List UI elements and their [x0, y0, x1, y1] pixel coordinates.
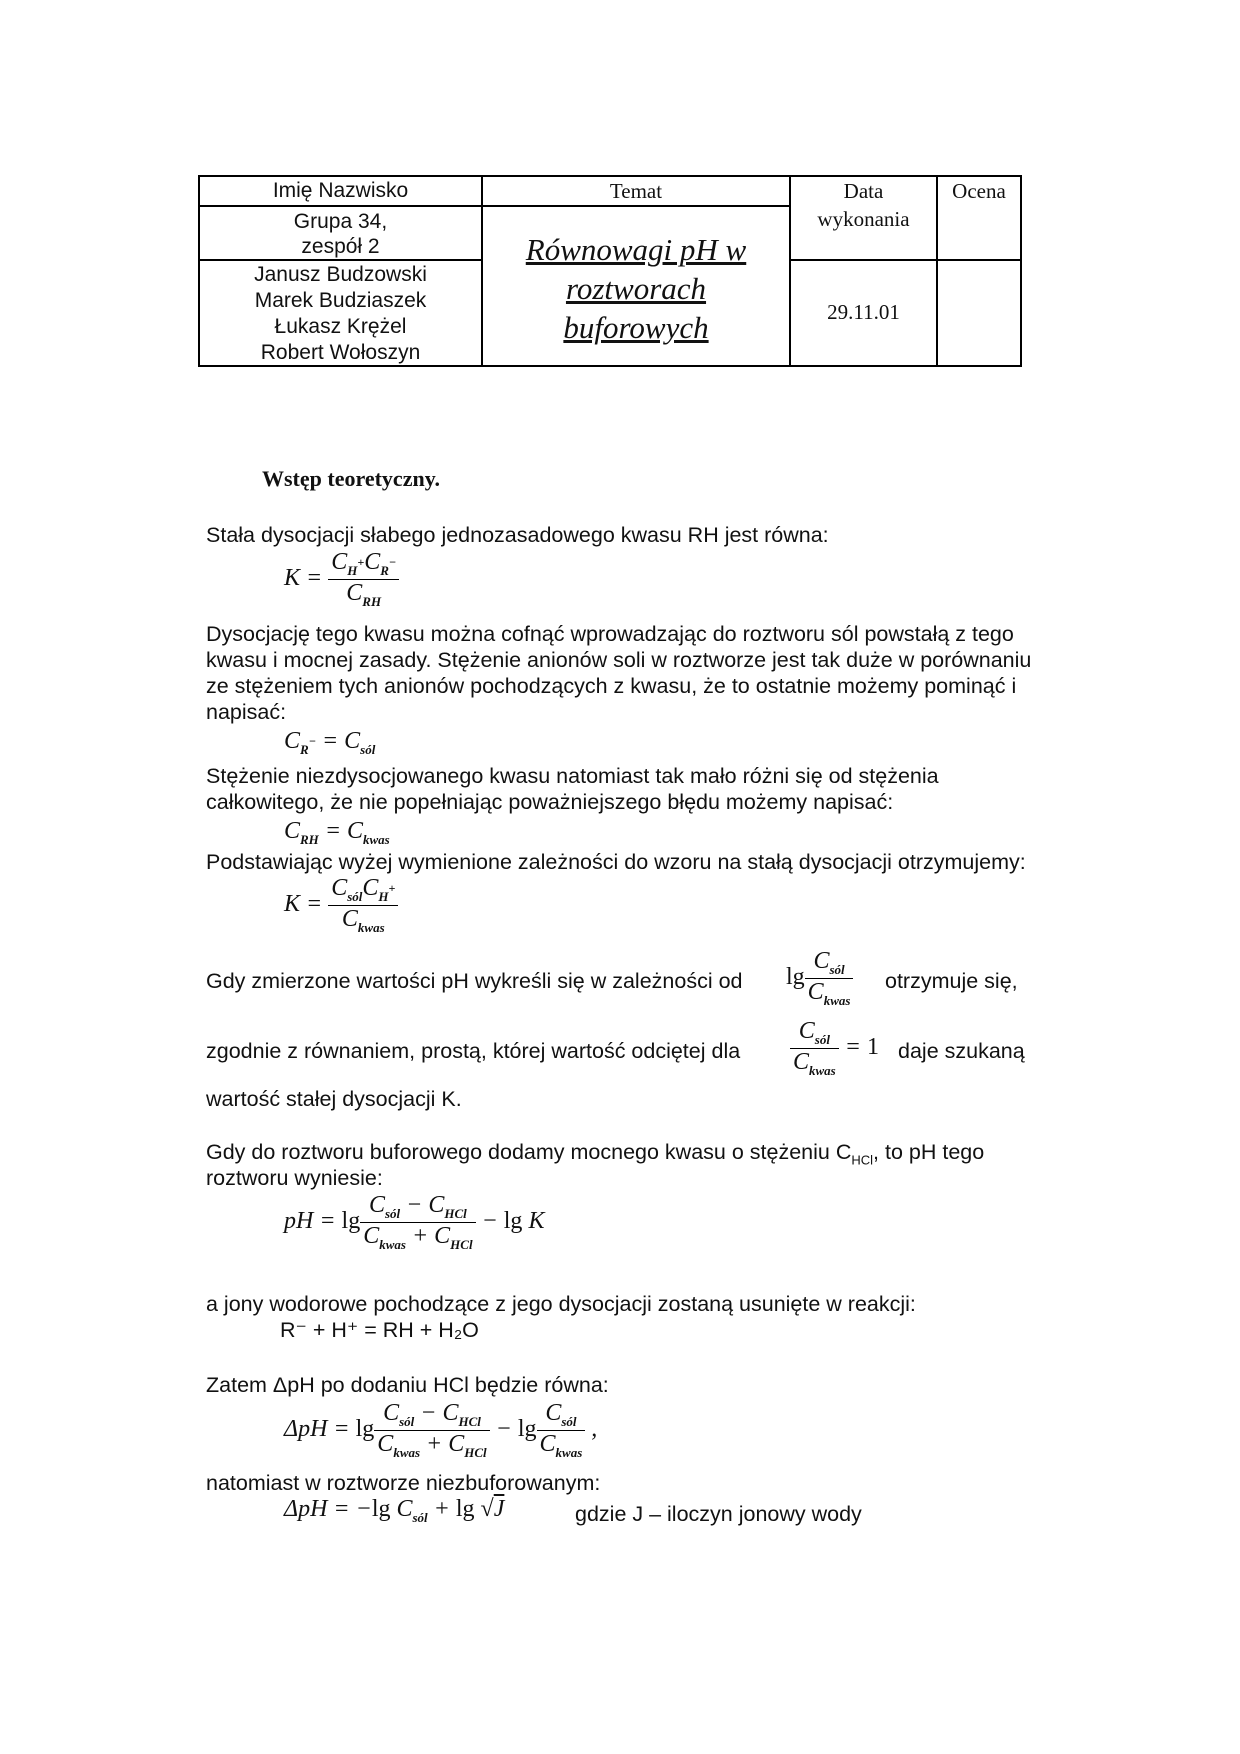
paragraph-line: Stężenie niezdysocjowanego kwasu natomiast tak mało różni się od stężenia [206, 764, 939, 788]
header-name: Imię Nazwisko [272, 179, 409, 202]
topic-line: Równowagi pH w [525, 232, 747, 267]
equation-acid-concentration: $C_{RH} = C_{kwas}$ [284, 818, 390, 847]
paragraph-line: napisać: [206, 700, 287, 724]
paragraph-line: kwasu i mocnej zasady. Stężenie anionów soli w roztworze jest tak duże w porównaniu [206, 648, 1032, 672]
paragraph: Gdy zmierzone wartości pH wykreśli się w zależności od [206, 969, 743, 993]
paragraph: Stała dysocjacji słabego jednozasadowego kwasu RH jest równa: [206, 523, 829, 547]
text: , to pH tego [873, 1140, 985, 1164]
equation-dissociation-constant-2: K = $\frac{C_{sól}C_{H^+}}{C_{kwas}}$ [284, 875, 398, 936]
topic-line: roztworach [565, 271, 707, 306]
group-line2: zespół 2 [301, 235, 380, 258]
header-grade: Ocena [952, 179, 1006, 203]
table-divider [789, 259, 1022, 261]
paragraph: gdzie J – iloczyn jonowy wody [575, 1502, 862, 1526]
equation-log-ratio: lg $\frac{C_{sól}}{C_{kwas}}$ [786, 948, 853, 1009]
paragraph: zgodnie z równaniem, prostą, której wartość odciętej dla [206, 1039, 741, 1063]
paragraph: Zatem ΔpH po dodaniu HCl będzie równa: [206, 1373, 609, 1397]
header-table [198, 175, 1022, 367]
equation-ratio-one: $\frac{C_{sól}}{C_{kwas}}$ = 1 [790, 1018, 879, 1079]
paragraph: natomiast w roztworze niezbuforowanym: [206, 1471, 601, 1495]
paragraph: wartość stałej dysocjacji K. [206, 1087, 462, 1111]
section-title: Wstęp teoretyczny. [262, 466, 440, 491]
paragraph: a jony wodorowe pochodzące z jego dysocjacji zostaną usunięte w reakcji: [206, 1292, 916, 1316]
table-border-right [1020, 175, 1022, 367]
equation-dissociation-constant: K = $\frac{C_{H^+}C_{R^-}}{C_{RH}}$ [284, 549, 399, 610]
date-value: 29.11.01 [827, 300, 900, 324]
member: Janusz Budzowski [254, 263, 427, 286]
paragraph-line: roztworu wyniesie: [206, 1166, 383, 1190]
equation-delta-ph-buffer: ΔpH = lg $\frac{C_{sól} - C_{HCl}}{C_{kwas} + C_{HCl}}$ − lg $\frac{C_{sól}}{C_{kwas}}$ , [284, 1400, 598, 1460]
reaction: R⁻ + H⁺ = RH + H₂O [280, 1318, 479, 1342]
table-divider [198, 205, 790, 207]
group-line1: Grupa 34, [293, 210, 388, 233]
paragraph-line: Dysocjację tego kwasu można cofnąć wprowadzając do roztworu sól powstałą z tego [206, 622, 1014, 646]
header-date-line2: wykonania [817, 207, 910, 231]
paragraph: Podstawiając wyżej wymienione zależności do wzoru na stałą dysocjacji otrzymujemy: [206, 850, 1026, 874]
topic-line: buforowych [563, 310, 709, 345]
subscript: HCl [851, 1152, 874, 1168]
header-date: Data [843, 179, 884, 203]
member: Marek Budziaszek [254, 289, 427, 312]
member: Robert Wołoszyn [260, 341, 421, 364]
equation-delta-ph-unbuffered: ΔpH = −lg $C_{sól} + \lg √J$ [284, 1496, 505, 1525]
paragraph: otrzymuje się, [885, 969, 1018, 993]
paragraph: daje szukaną [898, 1039, 1025, 1063]
equation-ph-after-acid: pH = lg $\frac{C_{sól} - C_{HCl}}{C_{kwas} + C_{HCl}}$ − lg K [284, 1192, 545, 1252]
paragraph-line: całkowitego, że nie popełniając poważniejszego błędu możemy napisać: [206, 790, 894, 814]
text: Gdy do roztworu buforowego dodamy mocnego kwasu o stężeniu C [206, 1140, 852, 1164]
paragraph-line: ze stężeniem tych anionów pochodzących z kwasu, że to ostatnie możemy pominąć i [206, 674, 1017, 698]
equation-anion-concentration: $C_{R^-} = C_{sól}$ [284, 728, 376, 757]
header-topic: Temat [609, 179, 663, 203]
table-border-top [198, 175, 1022, 177]
member: Łukasz Krężel [274, 315, 407, 338]
